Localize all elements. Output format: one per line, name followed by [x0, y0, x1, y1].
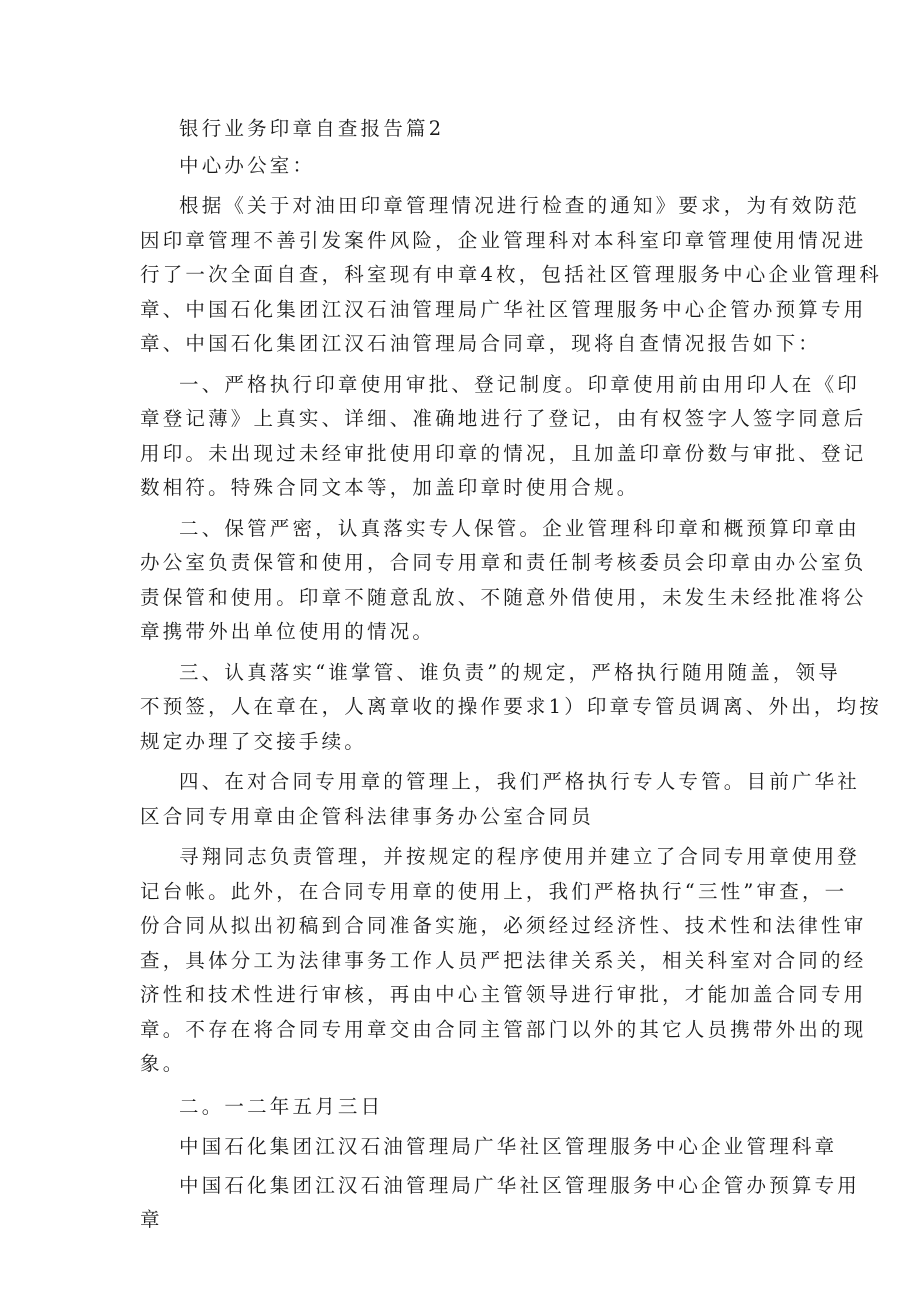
paragraph: [140, 656, 883, 760]
paragraph-line: 章。不存在将合同专用章交由合同主管部门以外的其它人员携带外出的现: [140, 1017, 867, 1041]
paragraph: [140, 189, 883, 362]
paragraph-line: 因印章管理不善引发案件风险，企业管理科对本科室印章管理使用情况进: [140, 228, 867, 252]
paragraph-line: 用印。未出现过未经审批使用印章的情况，且加盖印章份数与审批、登记: [140, 441, 867, 465]
paragraph-line: 根据《关于对油田印章管理情况进行检查的通知》要求，为有效防范: [179, 194, 861, 217]
paragraph-line: 区合同专用章由企管科法律事务办公室合同员: [140, 804, 595, 828]
document-page: [140, 112, 883, 1242]
signature-text: 中国石化集团江汉石油管理局广华社区管理服务中心企业管理科章: [179, 1135, 838, 1158]
paragraph-line: 记台帐。此外，在合同专用章的使用上，我们严格执行“三性”审查，一: [140, 879, 848, 903]
paragraph-line: 章、中国石化集团江汉石油管理局合同章，现将自查情况报告如下：: [140, 332, 822, 355]
paragraph: [140, 512, 867, 650]
paragraph-line: 份合同从拟出初稿到合同准备实施，必须经过经济性、技术性和法律性审: [140, 914, 867, 937]
paragraph-line: 一、严格执行印章使用审批、登记制度。印章使用前由用印人在《印: [179, 372, 861, 396]
paragraph: [140, 840, 867, 1082]
paragraph-line: 责保管和使用。印章不随意乱放、不随意外借使用，未发生未经批准将公: [140, 585, 867, 609]
document-title: 银行业务印章自查报告篇2: [179, 117, 445, 140]
paragraph-line: 章登记薄》上真实、详细、准确地进行了登记，由有权签字人签字同意后: [140, 407, 867, 430]
paragraph-line: 象。: [140, 1052, 186, 1075]
paragraph-line: 四、在对合同专用章的管理上，我们严格执行专人专管。目前广华社: [179, 770, 861, 793]
paragraph-line: 二、保管严密，认真落实专人保管。企业管理科印章和概预算印章由: [179, 516, 861, 540]
signature-text: 章: [140, 1208, 163, 1231]
signature-line: [140, 1130, 838, 1165]
paragraph-line: 寻翔同志负责管理，并按规定的程序使用并建立了合同专用章使用登: [179, 845, 861, 868]
signature-text: 中国石化集团江汉石油管理局广华社区管理服务中心企管办预算专用: [179, 1173, 861, 1197]
paragraph-line: 不预签，人在章在，人离章收的操作要求1）印章专管员调离、外出，均按: [140, 695, 883, 718]
paragraph-line: 行了一次全面自查，科室现有申章4枚，包括社区管理服务中心企业管理科: [140, 263, 883, 286]
body-paragraphs: [140, 189, 883, 1082]
paragraph-line: 章携带外出单位使用的情况。: [140, 620, 436, 643]
paragraph: [140, 368, 867, 506]
paragraph-line: 查，具体分工为法律事务工作人员严把法律关系关，相关科室对合同的经: [140, 948, 867, 972]
paragraph-line: 章、中国石化集团江汉石油管理局广华社区管理服务中心企管办预算专用: [140, 297, 867, 321]
signature-block: [140, 1130, 861, 1238]
salutation: 中心办公室：: [179, 153, 316, 177]
paragraph-line: 三、认真落实“谁掌管、谁负责”的规定，严格执行随用随盖，领导: [179, 660, 841, 684]
report-date: 二。一二年五月三日: [179, 1094, 384, 1118]
paragraph-line: 规定办理了交接手续。: [140, 729, 368, 753]
paragraph: [140, 765, 861, 834]
paragraph-line: 济性和技术性进行审核，再由中心主管领导进行审批，才能加盖合同专用: [140, 983, 867, 1006]
paragraph-line: 数相符。特殊合同文本等，加盖印章时使用合规。: [140, 476, 640, 499]
paragraph-line: 办公室负责保管和使用，合同专用章和责任制考核委员会印章由办公室负: [140, 551, 867, 574]
signature-line: [140, 1169, 861, 1238]
